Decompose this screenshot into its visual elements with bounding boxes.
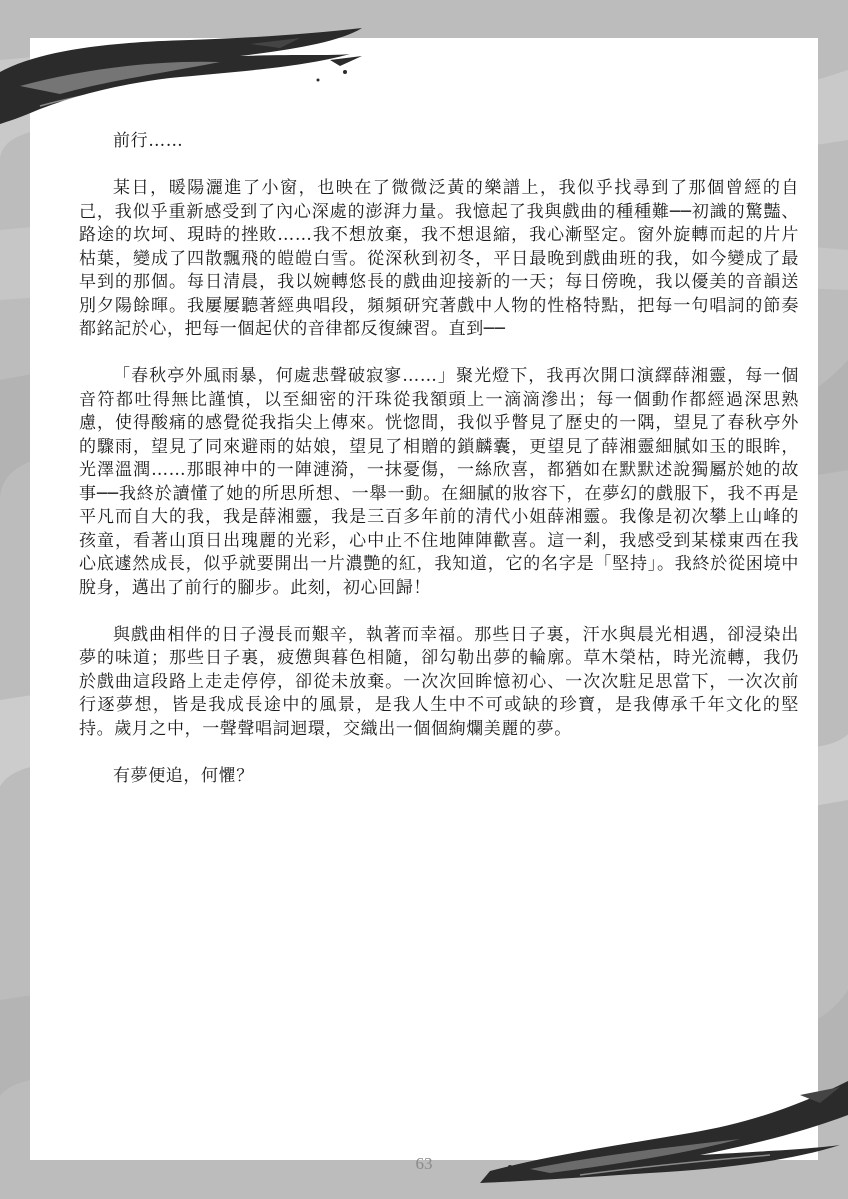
closing-line: 有夢便追，何懼？ xyxy=(113,765,254,786)
paragraph-3: 與戲曲相伴的日子漫長而艱辛，執著而幸福。那些日子裏，汗水與晨光相遇，卻浸染出夢的味道；那些日子裏，疲憊與暮色相隨，卻勾勒出夢的輪廓。草木榮枯，時光流轉，我仍於戲曲這段路上走走停停，卻從未放棄。一次次回眸憶初心、一次次駐足思當下，一次次前行逐夢想，皆是我成長途中的風景，是我人生中不可或缺的珍寶，是我傳承千年文化的堅持。歲月之中，一聲聲唱詞迴環，交織出一個個絢爛美麗的夢。 xyxy=(79,624,799,739)
page-number: 63 xyxy=(415,1154,433,1173)
opening-line: 前行…… xyxy=(113,131,184,151)
paragraph-1: 某日，暖陽灑進了小窗，也映在了微微泛黃的樂譜上，我似乎找尋到了那個曾經的自己，我似乎重新感受到了內心深處的澎湃力量。我憶起了我與戲曲的種種難──初識的驚豔、路途的坎坷、現時的挫敗……我不想放棄，我不想退縮，我心漸堅定。窗外旋轉而起的片片枯葉，變成了四散飄飛的皚皚白雪。從深秋到初冬，平日最晚到戲曲班的我，如今變成了最早到的那個。每日清晨，我以婉轉悠長的戲曲迎接新的一天；每日傍晚，我以優美的音韻送別夕陽餘暉。我屢屢聽著經典唱段，頻頻研究著戲中人物的性格特點，把每一句唱詞的節奏都銘記於心，把每一個起伏的音律都反復練習。直到── xyxy=(79,178,799,339)
top-brush-stroke xyxy=(0,20,370,130)
article-body xyxy=(79,130,799,788)
paragraph-2: 「春秋亭外風雨暴，何處悲聲破寂寥……」聚光燈下，我再次開口演繹薛湘靈，每一個音符都吐得無比謹慎，以至細密的汗珠從我額頭上一滴滴滲出；每一個動作都經過深思熟慮，使得酸痛的感覺從我指尖上傳來。恍惚間，我似乎瞥見了歷史的一隅，望見了春秋亭外的驟雨，望見了同來避雨的姑娘，望見了相贈的鎖麟囊，更望見了薛湘靈細膩如玉的眼眸，光澤溫潤……那眼神中的一陣漣漪，一抹憂傷，一絲欣喜，都猶如在默默述說獨屬於她的故事──我終於讀懂了她的所思所想、一舉一動。在細膩的妝容下，在夢幻的戲服下，我不再是平凡而自大的我，我是薛湘靈，我是三百多年前的清代小姐薛湘靈。我像是初次攀上山峰的孩童，看著山頂日出瑰麗的光彩，心中止不住地陣陣歡喜。這一剎，我感受到某樣東西在我心底遽然成長，似乎就要開出一片濃艷的紅，我知道，它的名字是「堅持」。我終於從困境中脫身，邁出了前行的腳步。此刻，初心回歸！ xyxy=(79,366,799,598)
